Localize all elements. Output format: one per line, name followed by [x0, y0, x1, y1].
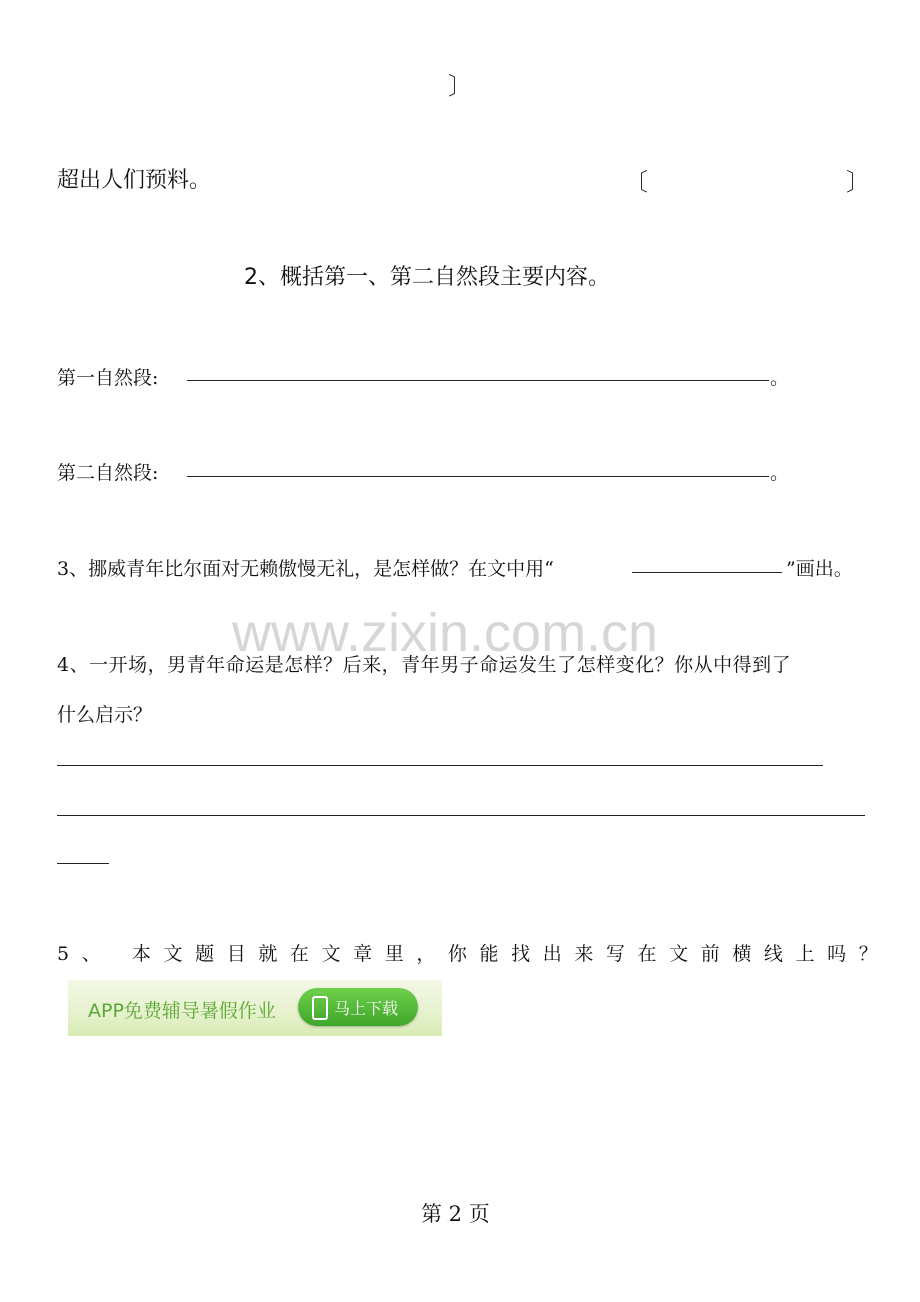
- q2-paragraph2-label: 第二自然段:: [57, 462, 159, 484]
- line1-text: 超出人们预料。: [57, 168, 212, 193]
- download-button[interactable]: [298, 988, 418, 1026]
- q4-answer-line-3[interactable]: [57, 863, 109, 864]
- q4-line1: 4、一开场，男青年命运是怎样？后来，青年男子命运发生了怎样变化？你从中得到了: [57, 654, 792, 676]
- line1-open-bracket: 〔: [624, 168, 648, 196]
- q2-paragraph1-end: 。: [770, 367, 790, 389]
- top-closing-bracket: 〕: [448, 72, 472, 100]
- q3-answer-line[interactable]: [632, 572, 782, 573]
- watermark: www.zixin.com.cn: [232, 603, 659, 663]
- q5-text: 5、 本文题目就在文章里，你能找出来写在文前横线上吗？: [57, 943, 891, 965]
- q2-paragraph2-answer-line[interactable]: [187, 476, 769, 477]
- q3-suffix: ”画出。: [786, 558, 853, 580]
- app-download-banner[interactable]: [68, 980, 442, 1036]
- line1-close-bracket: 〕: [846, 168, 870, 196]
- download-button-label: 马上下载: [334, 999, 399, 1018]
- q2-paragraph1-answer-line[interactable]: [187, 380, 769, 381]
- q2-paragraph2-end: 。: [770, 462, 790, 484]
- q4-answer-line-1[interactable]: [57, 765, 823, 766]
- q2-title: 2、概括第一、第二自然段主要内容。: [244, 265, 610, 290]
- q2-paragraph1-label: 第一自然段:: [57, 367, 159, 389]
- q4-line2: 什么启示？: [57, 704, 153, 726]
- phone-icon: [312, 996, 328, 1020]
- q4-answer-line-2[interactable]: [57, 815, 865, 816]
- banner-text: APP免费辅导暑假作业: [88, 1000, 276, 1022]
- page-number: 第 2 页: [421, 1202, 490, 1226]
- q3-prefix: 3、挪威青年比尔面对无赖傲慢无礼，是怎样做？在文中用“: [57, 558, 554, 580]
